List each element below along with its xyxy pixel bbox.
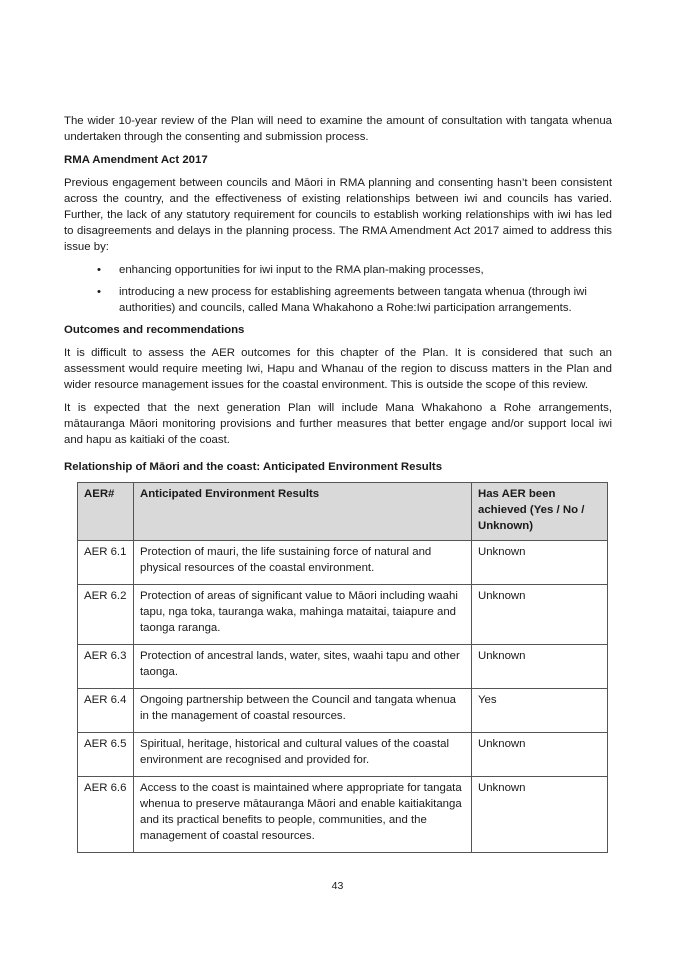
aer-status: Unknown [472, 645, 608, 689]
table-header-row [78, 483, 608, 541]
aer-result: Ongoing partnership between the Council and tangata whenua in the management of coastal resources. [134, 689, 472, 733]
intro-paragraph: The wider 10-year review of the Plan will need to examine the amount of consultation with tangata whenua undertaken through the consenting and submission process. [64, 115, 612, 143]
rma-heading: RMA Amendment Act 2017 [64, 154, 208, 166]
list-item [64, 262, 612, 278]
aer-table [77, 482, 608, 853]
list-item-text: introducing a new process for establishing agreements between tangata whenua (through iwi authorities) and councils, called Mana Whakahono a Rohe:Iwi participation arrangements. [119, 286, 587, 314]
page-number: 43 [331, 880, 344, 892]
bullet-icon: • [97, 264, 101, 276]
aer-status: Unknown [472, 541, 608, 585]
aer-result: Protection of areas of significant value to Māori including waahi tapu, nga toka, tauranga waka, mahinga mataitai, taiapure and taonga raranga. [134, 585, 472, 645]
header-aer-number: AER# [78, 483, 134, 541]
aer-result: Access to the coast is maintained where appropriate for tangata whenua to preserve mātauranga Māori and enable kaitiakitanga and its practical benefits to people, communities, and the management of coastal resources. [134, 777, 472, 853]
table-row [78, 585, 608, 645]
aer-result: Protection of mauri, the life sustaining force of natural and physical resources of the coastal environment. [134, 541, 472, 585]
table-row [78, 645, 608, 689]
list-item-text: enhancing opportunities for iwi input to the RMA plan-making processes, [119, 264, 484, 276]
rma-bullet-list [64, 262, 612, 316]
header-anticipated-results: Anticipated Environment Results [134, 483, 472, 541]
table-row [78, 541, 608, 585]
aer-id: AER 6.5 [78, 733, 134, 777]
aer-result: Spiritual, heritage, historical and cultural values of the coastal environment are recognised and provided for. [134, 733, 472, 777]
outcomes-paragraph-1: It is difficult to assess the AER outcomes for this chapter of the Plan. It is considered that such an assessment would require meeting Iwi, Hapu and Whanau of the region to discuss matters in the Plan and wider resource management issues for the coastal environment. This is outside the scope of this review. [64, 347, 612, 391]
aer-id: AER 6.6 [78, 777, 134, 853]
aer-status: Unknown [472, 733, 608, 777]
table-caption: Relationship of Māori and the coast: Anticipated Environment Results [64, 461, 443, 473]
aer-status: Yes [472, 689, 608, 733]
bullet-icon: • [97, 286, 101, 298]
outcomes-paragraph-2: It is expected that the next generation Plan will include Mana Whakahono a Rohe arrangements, mātauranga Māori monitoring provisions and further measures that better engage and/or support local iwi and hapu as kaitiaki of the coast. [64, 402, 612, 446]
outcomes-heading: Outcomes and recommendations [64, 324, 245, 336]
list-item [64, 284, 612, 316]
header-achieved: Has AER been achieved (Yes / No / Unknown) [472, 483, 608, 541]
aer-status: Unknown [472, 585, 608, 645]
rma-paragraph: Previous engagement between councils and Māori in RMA planning and consenting hasn’t been consistent across the country, and the effectiveness of existing relationships between iwi and councils has varied. Further, the lack of any statutory requirement for councils to establish working relationships with iwi has led to disagreements and delays in the planning process. The RMA Amendment Act 2017 aimed to address this issue by: [64, 177, 612, 253]
table-row [78, 733, 608, 777]
aer-id: AER 6.2 [78, 585, 134, 645]
page-content [64, 113, 612, 853]
aer-id: AER 6.3 [78, 645, 134, 689]
table-row [78, 777, 608, 853]
aer-id: AER 6.4 [78, 689, 134, 733]
table-row [78, 689, 608, 733]
aer-id: AER 6.1 [78, 541, 134, 585]
aer-result: Protection of ancestral lands, water, sites, waahi tapu and other taonga. [134, 645, 472, 689]
aer-status: Unknown [472, 777, 608, 853]
